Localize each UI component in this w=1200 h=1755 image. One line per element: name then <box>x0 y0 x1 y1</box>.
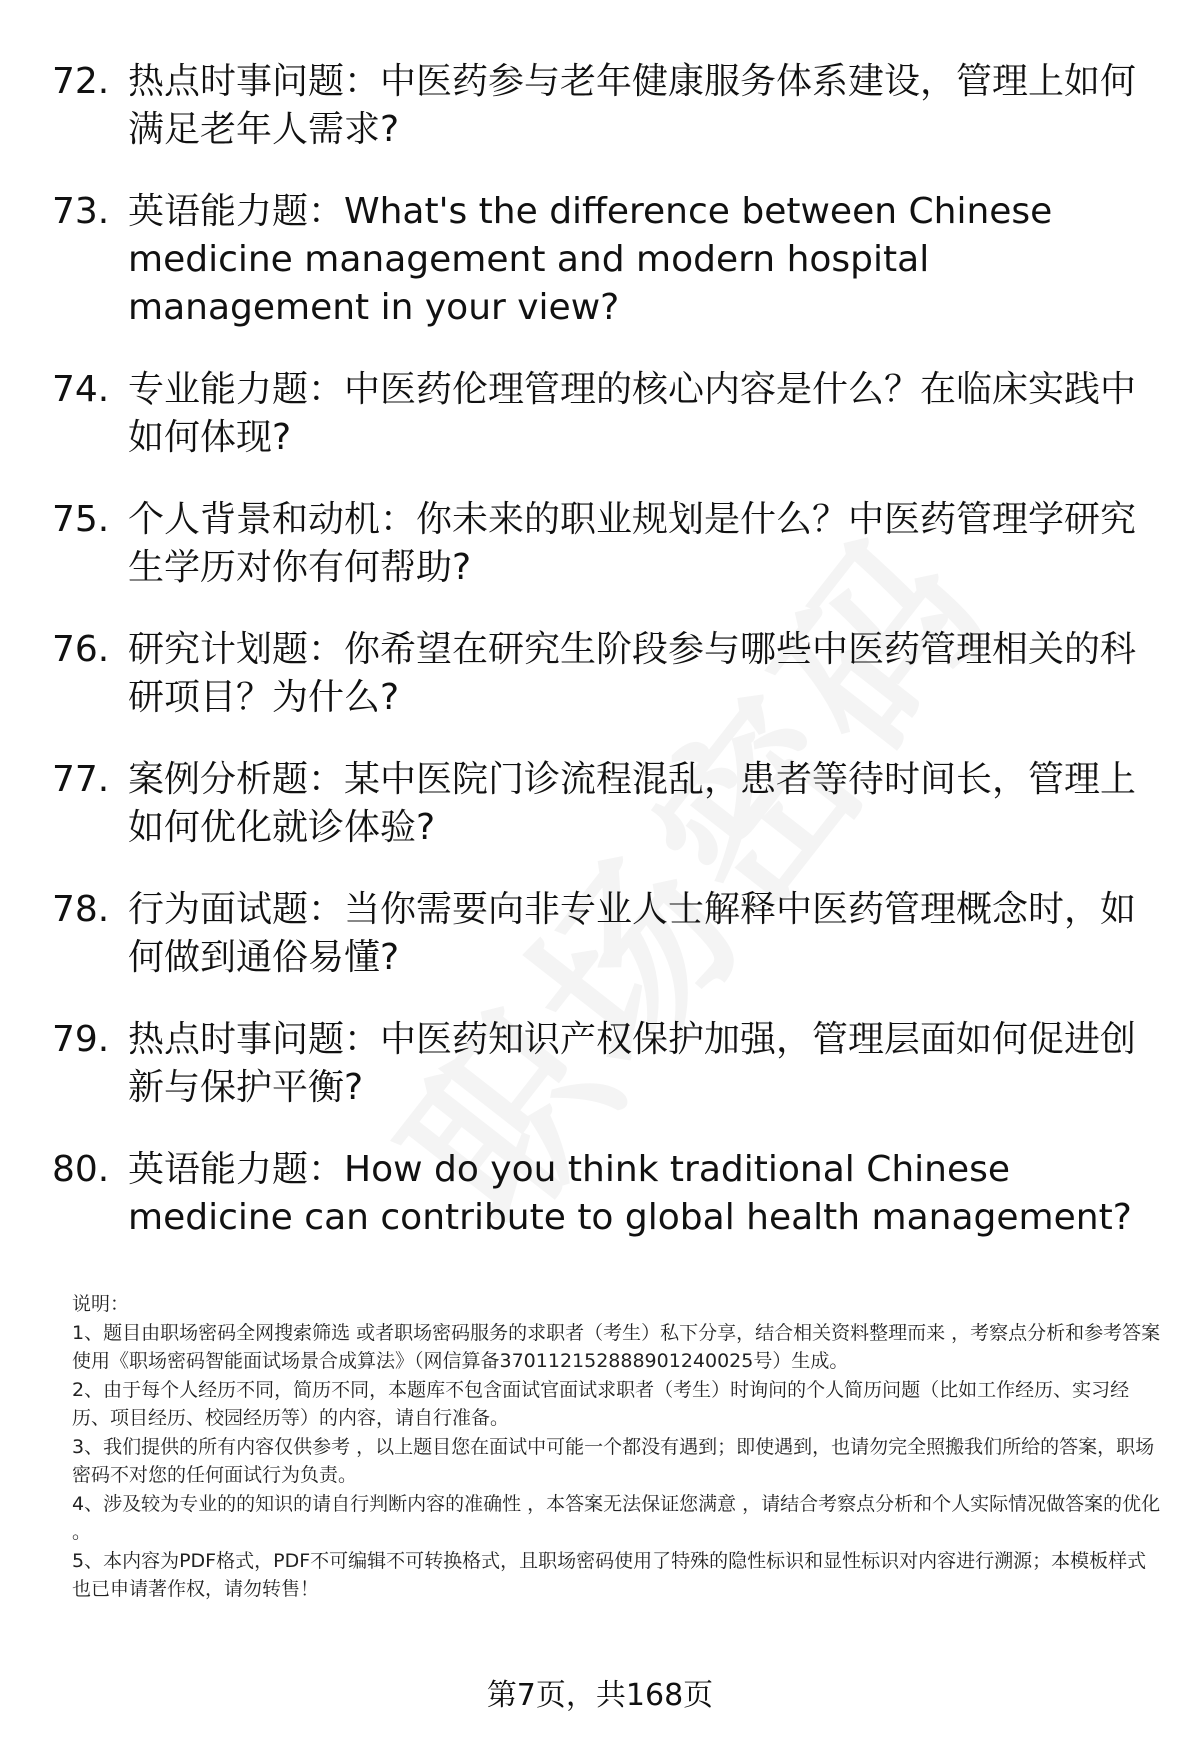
question-text: 研究计划题：你希望在研究生阶段参与哪些中医药管理相关的科研项目？为什么? <box>128 629 1137 718</box>
note-item: 3、我们提供的所有内容仅供参考 ，以上题目您在面试中可能一个都没有遇到；即使遇到，也请勿完全照搬我们所给的答案，职场密码不对您的任何面试行为负责。 <box>72 1435 1155 1486</box>
question-text: 个人背景和动机：你未来的职业规划是什么？中医药管理学研究生学历对你有何帮助? <box>128 499 1137 588</box>
question-item <box>52 756 1162 852</box>
question-number: 80. <box>52 1149 110 1190</box>
note-item: 2、由于每个人经历不同，简历不同，本题库不包含面试官面试求职者（考生）时询问的个人简历问题（比如工作经历、实习经历、项目经历、校园经历等）的内容，请自行准备。 <box>72 1378 1130 1429</box>
page-number: 第7页，共168页 <box>486 1678 714 1713</box>
question-item <box>52 886 1162 982</box>
question-number: 74. <box>52 369 110 410</box>
question-number: 79. <box>52 1019 110 1060</box>
question-text: 热点时事问题：中医药参与老年健康服务体系建设，管理上如何满足老年人需求? <box>128 61 1137 150</box>
question-item <box>52 1146 1162 1242</box>
question-text: 英语能力题：How do you think traditional Chinese medicine can contribute to global health management? <box>128 1149 1132 1238</box>
question-number: 75. <box>52 499 110 540</box>
notes-section <box>72 1290 1162 1604</box>
question-text: 行为面试题：当你需要向非专业人士解释中医药管理概念时，如何做到通俗易懂? <box>128 889 1137 978</box>
note-item: 5、本内容为PDF格式，PDF不可编辑不可转换格式，且职场密码使用了特殊的隐性标识和显性标识对内容进行溯源；本模板样式也已申请著作权，请勿转售！ <box>72 1549 1147 1600</box>
notes-heading: 说明： <box>72 1293 130 1315</box>
question-text: 案例分析题：某中医院门诊流程混乱，患者等待时间长，管理上如何优化就诊体验? <box>128 759 1137 848</box>
question-item <box>52 496 1162 592</box>
question-text: 专业能力题：中医药伦理管理的核心内容是什么？在临床实践中如何体现? <box>128 369 1137 458</box>
question-text: 热点时事问题：中医药知识产权保护加强，管理层面如何促进创新与保护平衡? <box>128 1019 1137 1108</box>
question-number: 77. <box>52 759 110 800</box>
question-item <box>52 366 1162 462</box>
note-item: 4、涉及较为专业的的知识的请自行判断内容的准确性 ，本答案无法保证您满意 ，请结合考察点分析和个人实际情况做答案的优化 。 <box>72 1492 1161 1543</box>
question-number: 73. <box>52 191 110 232</box>
question-item <box>52 58 1162 154</box>
question-item <box>52 188 1162 332</box>
question-list <box>52 58 1162 1276</box>
question-number: 72. <box>52 61 110 102</box>
question-number: 78. <box>52 889 110 930</box>
question-text: 英语能力题：What's the difference between Chinese medicine management and modern hospital management in your view? <box>128 191 1053 328</box>
question-item <box>52 626 1162 722</box>
note-item: 1、题目由职场密码全网搜索筛选 或者职场密码服务的求职者（考生）私下分享，结合相关资料整理而来 ，考察点分析和参考答案使用《职场密码智能面试场景合成算法》（网信算备370112152888901240025号）生成。 <box>72 1321 1161 1372</box>
question-number: 76. <box>52 629 110 670</box>
question-item <box>52 1016 1162 1112</box>
